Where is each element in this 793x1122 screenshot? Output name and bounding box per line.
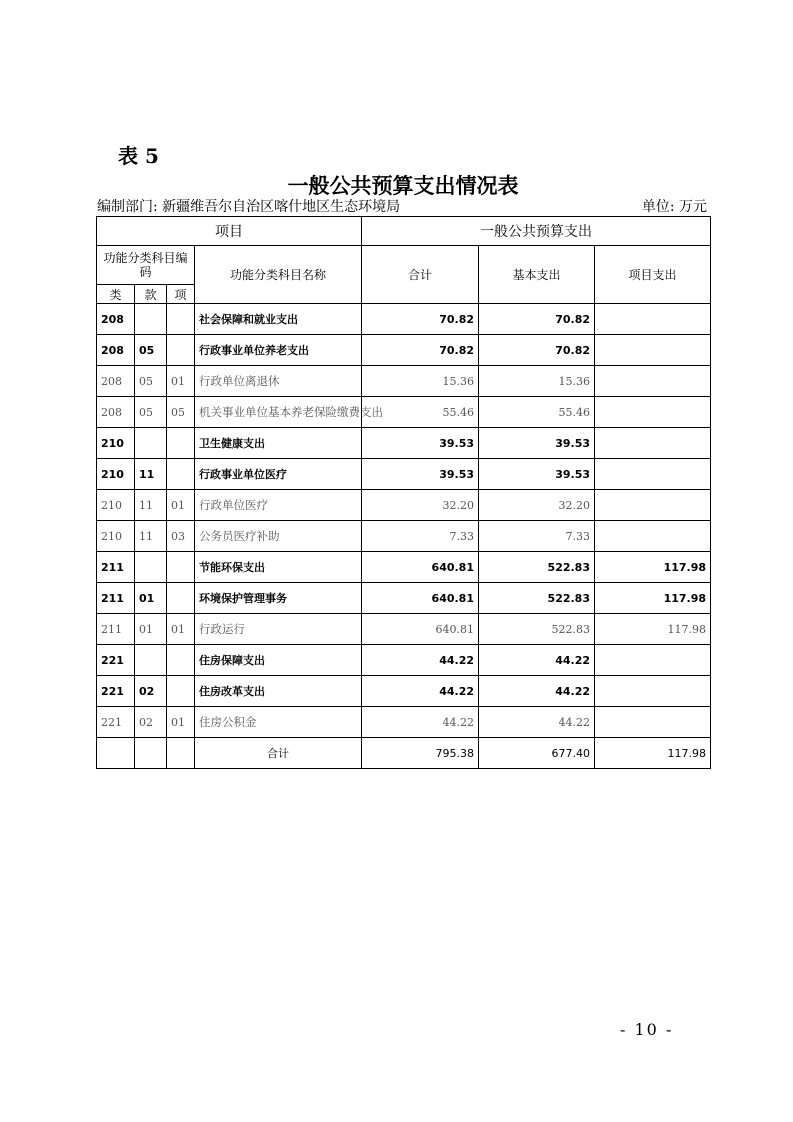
cell-section: 01: [135, 614, 167, 645]
cell-name: 公务员医疗补助: [195, 521, 362, 552]
cell-total: 70.82: [362, 335, 479, 366]
cell-item-code: 01: [167, 366, 195, 397]
table-label: 表 5: [118, 144, 159, 168]
cell-project: [595, 521, 711, 552]
cell-item-code: 01: [167, 707, 195, 738]
cell-empty: [97, 738, 135, 769]
cell-project: 117.98: [595, 552, 711, 583]
cell-section: 11: [135, 459, 167, 490]
table-row: [97, 428, 711, 459]
cell-project: 117.98: [595, 583, 711, 614]
table-row: [97, 335, 711, 366]
cell-project: [595, 459, 711, 490]
cell-name: 机关事业单位基本养老保险缴费支出: [195, 397, 362, 428]
cell-total: 39.53: [362, 459, 479, 490]
cell-item-code: [167, 459, 195, 490]
cell-name: 行政事业单位养老支出: [195, 335, 362, 366]
page-number: - 10 -: [620, 1020, 674, 1039]
cell-basic: 15.36: [479, 366, 595, 397]
cell-section: 01: [135, 583, 167, 614]
table-row: [97, 645, 711, 676]
total-row: [97, 738, 711, 769]
cell-total: 44.22: [362, 707, 479, 738]
cell-section: [135, 304, 167, 335]
cell-empty: [135, 738, 167, 769]
cell-basic: 522.83: [479, 583, 595, 614]
cell-basic: 70.82: [479, 304, 595, 335]
cell-project: [595, 366, 711, 397]
cell-name: 行政事业单位医疗: [195, 459, 362, 490]
cell-class: 208: [97, 304, 135, 335]
cell-project: [595, 490, 711, 521]
cell-class: 211: [97, 614, 135, 645]
header-section: 款: [135, 285, 167, 304]
total-label: 合计: [195, 738, 362, 769]
unit-label: 单位: 万元: [641, 199, 707, 215]
cell-class: 211: [97, 552, 135, 583]
header-code-group: 功能分类科目编码: [97, 246, 195, 285]
header-project: 项目支出: [595, 246, 711, 304]
cell-name: 行政运行: [195, 614, 362, 645]
cell-class: 208: [97, 366, 135, 397]
total-value: 795.38: [362, 738, 479, 769]
cell-item-code: [167, 676, 195, 707]
cell-basic: 70.82: [479, 335, 595, 366]
total-project: 117.98: [595, 738, 711, 769]
cell-total: 640.81: [362, 583, 479, 614]
cell-name: 住房改革支出: [195, 676, 362, 707]
cell-basic: 7.33: [479, 521, 595, 552]
header-item: 项目: [97, 217, 362, 246]
cell-class: 211: [97, 583, 135, 614]
table-row: [97, 459, 711, 490]
cell-basic: 44.22: [479, 645, 595, 676]
table-row: [97, 614, 711, 645]
header-item-code: 项: [167, 285, 195, 304]
table-row: [97, 490, 711, 521]
cell-section: [135, 428, 167, 459]
cell-item-code: 05: [167, 397, 195, 428]
cell-class: 208: [97, 397, 135, 428]
cell-item-code: [167, 428, 195, 459]
cell-basic: 39.53: [479, 459, 595, 490]
cell-basic: 44.22: [479, 676, 595, 707]
cell-section: 11: [135, 490, 167, 521]
cell-basic: 55.46: [479, 397, 595, 428]
cell-class: 210: [97, 428, 135, 459]
cell-item-code: 03: [167, 521, 195, 552]
cell-class: 221: [97, 676, 135, 707]
cell-total: 55.46: [362, 397, 479, 428]
cell-section: 11: [135, 521, 167, 552]
table-row: [97, 397, 711, 428]
cell-section: 05: [135, 366, 167, 397]
cell-item-code: [167, 645, 195, 676]
header-budget-group: 一般公共预算支出: [362, 217, 711, 246]
cell-total: 70.82: [362, 304, 479, 335]
cell-item-code: [167, 304, 195, 335]
header-name: 功能分类科目名称: [195, 246, 362, 304]
cell-name: 行政单位医疗: [195, 490, 362, 521]
cell-section: 02: [135, 676, 167, 707]
cell-name: 环境保护管理事务: [195, 583, 362, 614]
cell-total: 32.20: [362, 490, 479, 521]
cell-name: 卫生健康支出: [195, 428, 362, 459]
budget-table: [96, 216, 711, 769]
cell-project: [595, 428, 711, 459]
cell-project: [595, 707, 711, 738]
cell-total: 44.22: [362, 645, 479, 676]
cell-item-code: 01: [167, 614, 195, 645]
table-row: [97, 676, 711, 707]
cell-class: 208: [97, 335, 135, 366]
cell-total: 640.81: [362, 614, 479, 645]
header-row-2: [97, 246, 711, 285]
cell-item-code: [167, 583, 195, 614]
cell-total: 7.33: [362, 521, 479, 552]
cell-item-code: 01: [167, 490, 195, 521]
cell-project: [595, 335, 711, 366]
header-class: 类: [97, 285, 135, 304]
cell-basic: 39.53: [479, 428, 595, 459]
cell-total: 39.53: [362, 428, 479, 459]
cell-name: 住房公积金: [195, 707, 362, 738]
cell-class: 210: [97, 521, 135, 552]
cell-section: [135, 645, 167, 676]
cell-name: 节能环保支出: [195, 552, 362, 583]
cell-total: 15.36: [362, 366, 479, 397]
cell-basic: 44.22: [479, 707, 595, 738]
cell-class: 221: [97, 645, 135, 676]
cell-section: [135, 552, 167, 583]
cell-basic: 522.83: [479, 552, 595, 583]
cell-project: [595, 645, 711, 676]
cell-section: 05: [135, 335, 167, 366]
cell-section: 02: [135, 707, 167, 738]
cell-class: 210: [97, 459, 135, 490]
table-row: [97, 552, 711, 583]
cell-project: [595, 676, 711, 707]
page-title: 一般公共预算支出情况表: [287, 173, 519, 198]
table-row: [97, 304, 711, 335]
cell-total: 640.81: [362, 552, 479, 583]
cell-name: 行政单位离退休: [195, 366, 362, 397]
cell-basic: 522.83: [479, 614, 595, 645]
meta-row: [97, 196, 709, 216]
table-row: [97, 583, 711, 614]
cell-item-code: [167, 335, 195, 366]
cell-class: 210: [97, 490, 135, 521]
cell-section: 05: [135, 397, 167, 428]
cell-class: 221: [97, 707, 135, 738]
cell-item-code: [167, 552, 195, 583]
cell-basic: 32.20: [479, 490, 595, 521]
cell-project: [595, 397, 711, 428]
header-row-1: [97, 217, 711, 246]
table-row: [97, 707, 711, 738]
cell-project: [595, 304, 711, 335]
table-row: [97, 366, 711, 397]
cell-name: 住房保障支出: [195, 645, 362, 676]
cell-project: 117.98: [595, 614, 711, 645]
cell-name: 社会保障和就业支出: [195, 304, 362, 335]
header-total: 合计: [362, 246, 479, 304]
department-label: 编制部门: 新疆维吾尔自治区喀什地区生态环境局: [97, 199, 401, 215]
cell-total: 44.22: [362, 676, 479, 707]
cell-empty: [167, 738, 195, 769]
table-row: [97, 521, 711, 552]
header-basic: 基本支出: [479, 246, 595, 304]
total-basic: 677.40: [479, 738, 595, 769]
